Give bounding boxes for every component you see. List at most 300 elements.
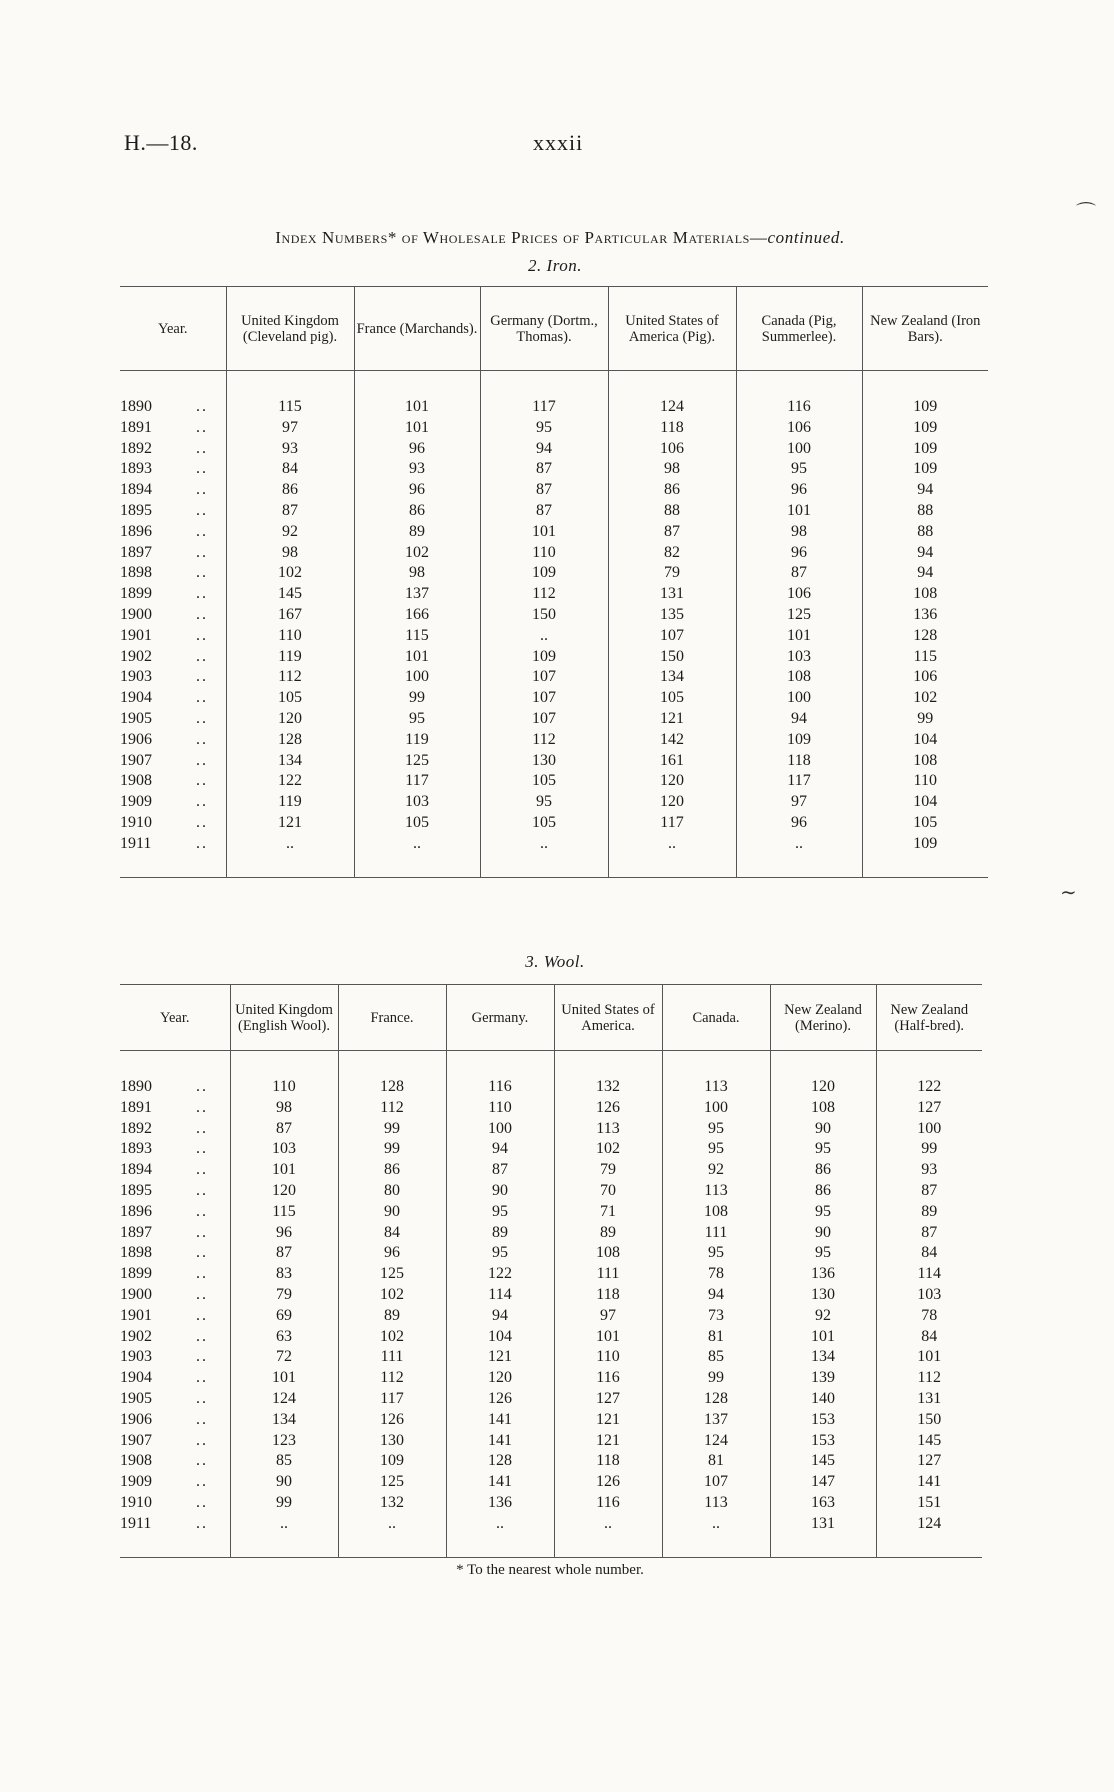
year-label: 1894 bbox=[120, 1161, 152, 1179]
index-value: 105 bbox=[480, 771, 608, 792]
index-value: 90 bbox=[338, 1202, 446, 1223]
index-value: 118 bbox=[608, 418, 736, 439]
year-label: 1893 bbox=[120, 460, 152, 478]
table-row bbox=[120, 1368, 982, 1389]
index-value: 125 bbox=[338, 1472, 446, 1493]
year-label: 1898 bbox=[120, 564, 152, 582]
index-value: 94 bbox=[446, 1306, 554, 1327]
index-value: 90 bbox=[230, 1472, 338, 1493]
index-value: 112 bbox=[226, 667, 354, 688]
index-value: 112 bbox=[338, 1098, 446, 1119]
year-label: 1894 bbox=[120, 481, 152, 499]
year-cell bbox=[120, 1451, 230, 1472]
leader-dots: .. bbox=[196, 1244, 208, 1262]
index-value: 123 bbox=[230, 1431, 338, 1452]
year-label: 1899 bbox=[120, 1265, 152, 1283]
year-label: 1910 bbox=[120, 1493, 152, 1511]
year-cell bbox=[120, 418, 226, 439]
table-row bbox=[120, 522, 988, 543]
index-value: 150 bbox=[876, 1410, 982, 1431]
index-value: 101 bbox=[736, 626, 862, 647]
wool-header-1: United Kingdom (English Wool). bbox=[230, 985, 338, 1051]
index-value: 105 bbox=[608, 688, 736, 709]
index-value: 105 bbox=[862, 813, 988, 834]
index-value: 82 bbox=[608, 543, 736, 564]
leader-dots: .. bbox=[196, 1265, 208, 1283]
leader-dots: .. bbox=[196, 481, 208, 499]
index-value: 112 bbox=[480, 584, 608, 605]
index-value: 88 bbox=[862, 501, 988, 522]
index-value: 107 bbox=[480, 688, 608, 709]
index-value: 109 bbox=[338, 1451, 446, 1472]
index-value: 80 bbox=[338, 1181, 446, 1202]
margin-tick-icon: ∼ bbox=[1060, 882, 1077, 904]
year-label: 1900 bbox=[120, 605, 152, 623]
table-row bbox=[120, 1119, 982, 1140]
table-row bbox=[120, 501, 988, 522]
year-label: 1898 bbox=[120, 1244, 152, 1262]
table-row bbox=[120, 459, 988, 480]
index-value: 105 bbox=[226, 688, 354, 709]
index-value: 96 bbox=[354, 480, 480, 501]
index-value: .. bbox=[230, 1514, 338, 1535]
index-value: 84 bbox=[226, 459, 354, 480]
index-value: 99 bbox=[230, 1493, 338, 1514]
margin-mark-icon: ⌒ bbox=[1076, 202, 1096, 224]
leader-dots: .. bbox=[196, 1223, 208, 1241]
table-row bbox=[120, 1306, 982, 1327]
year-label: 1899 bbox=[120, 585, 152, 603]
index-value: 142 bbox=[608, 730, 736, 751]
table-row bbox=[120, 1243, 982, 1264]
leader-dots: .. bbox=[196, 1410, 208, 1428]
index-value: 116 bbox=[446, 1077, 554, 1098]
index-value: 119 bbox=[226, 647, 354, 668]
index-value: 94 bbox=[662, 1285, 770, 1306]
leader-dots: .. bbox=[196, 1473, 208, 1491]
year-cell bbox=[120, 1493, 230, 1514]
index-value: 161 bbox=[608, 751, 736, 772]
index-value: 124 bbox=[876, 1514, 982, 1535]
index-value: 107 bbox=[608, 626, 736, 647]
index-value: .. bbox=[338, 1514, 446, 1535]
year-cell bbox=[120, 1202, 230, 1223]
leader-dots: .. bbox=[196, 1389, 208, 1407]
table-row bbox=[120, 792, 988, 813]
index-value: 141 bbox=[876, 1472, 982, 1493]
table-row bbox=[120, 1410, 982, 1431]
table-row bbox=[120, 1098, 982, 1119]
year-cell bbox=[120, 397, 226, 418]
table-row bbox=[120, 397, 988, 418]
index-value: 114 bbox=[876, 1264, 982, 1285]
year-label: 1902 bbox=[120, 647, 152, 665]
index-value: 108 bbox=[554, 1243, 662, 1264]
year-cell bbox=[120, 1264, 230, 1285]
year-label: 1908 bbox=[120, 772, 152, 790]
index-value: 120 bbox=[770, 1077, 876, 1098]
index-value: 107 bbox=[480, 709, 608, 730]
index-value: 63 bbox=[230, 1327, 338, 1348]
index-value: 87 bbox=[876, 1181, 982, 1202]
index-value: 99 bbox=[662, 1368, 770, 1389]
index-value: 108 bbox=[770, 1098, 876, 1119]
index-value: 131 bbox=[608, 584, 736, 605]
year-cell bbox=[120, 1077, 230, 1098]
index-value: 130 bbox=[770, 1285, 876, 1306]
index-value: 111 bbox=[338, 1347, 446, 1368]
year-label: 1910 bbox=[120, 813, 152, 831]
index-value: 99 bbox=[354, 688, 480, 709]
table-row bbox=[120, 605, 988, 626]
wool-header-0: Year. bbox=[120, 985, 230, 1051]
index-value: 147 bbox=[770, 1472, 876, 1493]
year-label: 1897 bbox=[120, 543, 152, 561]
index-value: 122 bbox=[226, 771, 354, 792]
table-row bbox=[120, 543, 988, 564]
leader-dots: .. bbox=[196, 1369, 208, 1387]
index-value: 95 bbox=[662, 1119, 770, 1140]
index-value: 94 bbox=[862, 543, 988, 564]
index-value: 102 bbox=[338, 1327, 446, 1348]
year-label: 1892 bbox=[120, 439, 152, 457]
leader-dots: .. bbox=[196, 1452, 208, 1470]
leader-dots: .. bbox=[196, 647, 208, 665]
year-label: 1901 bbox=[120, 626, 152, 644]
index-value: 108 bbox=[662, 1202, 770, 1223]
index-value: 150 bbox=[480, 605, 608, 626]
title-continued: continued. bbox=[767, 228, 845, 247]
year-label: 1903 bbox=[120, 668, 152, 686]
index-value: 88 bbox=[862, 522, 988, 543]
index-value: 150 bbox=[608, 647, 736, 668]
index-value: 99 bbox=[862, 709, 988, 730]
index-value: 139 bbox=[770, 1368, 876, 1389]
index-value: 108 bbox=[736, 667, 862, 688]
index-value: 104 bbox=[446, 1327, 554, 1348]
index-value: 89 bbox=[554, 1223, 662, 1244]
year-label: 1905 bbox=[120, 709, 152, 727]
leader-dots: .. bbox=[196, 1161, 208, 1179]
index-value: 127 bbox=[876, 1451, 982, 1472]
year-cell bbox=[120, 1181, 230, 1202]
index-value: 112 bbox=[480, 730, 608, 751]
index-value: 84 bbox=[338, 1223, 446, 1244]
index-value: 114 bbox=[446, 1285, 554, 1306]
table-spacer bbox=[120, 855, 988, 878]
index-value: 134 bbox=[226, 751, 354, 772]
table-spacer bbox=[120, 371, 988, 398]
index-value: 87 bbox=[230, 1119, 338, 1140]
table-row bbox=[120, 667, 988, 688]
index-value: 116 bbox=[554, 1493, 662, 1514]
table-row bbox=[120, 751, 988, 772]
index-value: 100 bbox=[736, 688, 862, 709]
index-value: 121 bbox=[554, 1431, 662, 1452]
index-value: 108 bbox=[862, 584, 988, 605]
index-value: 89 bbox=[354, 522, 480, 543]
leader-dots: .. bbox=[196, 522, 208, 540]
leader-dots: .. bbox=[196, 1327, 208, 1345]
wool-header-4: United States of America. bbox=[554, 985, 662, 1051]
table-row bbox=[120, 771, 988, 792]
index-value: 79 bbox=[554, 1160, 662, 1181]
index-value: 141 bbox=[446, 1410, 554, 1431]
index-value: 110 bbox=[862, 771, 988, 792]
index-value: 87 bbox=[446, 1160, 554, 1181]
index-value: 94 bbox=[446, 1139, 554, 1160]
year-cell bbox=[120, 1243, 230, 1264]
year-cell bbox=[120, 501, 226, 522]
index-value: 131 bbox=[770, 1514, 876, 1535]
table-row bbox=[120, 1077, 982, 1098]
index-value: 122 bbox=[446, 1264, 554, 1285]
title-main: Index Numbers* of Wholesale Prices of Particular Materials— bbox=[275, 228, 768, 247]
leader-dots: .. bbox=[196, 1348, 208, 1366]
index-value: 89 bbox=[446, 1223, 554, 1244]
index-value: 102 bbox=[354, 543, 480, 564]
year-cell bbox=[120, 605, 226, 626]
leader-dots: .. bbox=[196, 439, 208, 457]
year-cell bbox=[120, 1410, 230, 1431]
index-value: 99 bbox=[338, 1139, 446, 1160]
index-value: 95 bbox=[446, 1243, 554, 1264]
index-value: 98 bbox=[354, 563, 480, 584]
index-value: 115 bbox=[862, 647, 988, 668]
table-row bbox=[120, 439, 988, 460]
index-value: 126 bbox=[338, 1410, 446, 1431]
iron-section-title: 2. Iron. bbox=[528, 256, 582, 275]
table-row bbox=[120, 1431, 982, 1452]
year-cell bbox=[120, 522, 226, 543]
wool-header-6: New Zealand (Merino). bbox=[770, 985, 876, 1051]
index-value: .. bbox=[446, 1514, 554, 1535]
index-value: 101 bbox=[354, 397, 480, 418]
year-label: 1901 bbox=[120, 1306, 152, 1324]
index-value: 136 bbox=[446, 1493, 554, 1514]
leader-dots: .. bbox=[196, 751, 208, 769]
index-value: 87 bbox=[226, 501, 354, 522]
year-cell bbox=[120, 709, 226, 730]
index-value: 115 bbox=[230, 1202, 338, 1223]
year-cell bbox=[120, 1223, 230, 1244]
index-value: .. bbox=[480, 626, 608, 647]
year-label: 1896 bbox=[120, 522, 152, 540]
year-label: 1907 bbox=[120, 751, 152, 769]
index-value: 102 bbox=[862, 688, 988, 709]
index-value: 122 bbox=[876, 1077, 982, 1098]
index-value: 94 bbox=[480, 439, 608, 460]
index-value: 120 bbox=[608, 771, 736, 792]
index-value: 103 bbox=[736, 647, 862, 668]
year-label: 1891 bbox=[120, 418, 152, 436]
leader-dots: .. bbox=[196, 460, 208, 478]
index-value: 128 bbox=[338, 1077, 446, 1098]
leader-dots: .. bbox=[196, 585, 208, 603]
table-row bbox=[120, 834, 988, 855]
index-value: 119 bbox=[354, 730, 480, 751]
index-value: 106 bbox=[862, 667, 988, 688]
index-value: 137 bbox=[662, 1410, 770, 1431]
index-value: 100 bbox=[662, 1098, 770, 1119]
index-value: 86 bbox=[226, 480, 354, 501]
index-value: 90 bbox=[446, 1181, 554, 1202]
year-cell bbox=[120, 1306, 230, 1327]
leader-dots: .. bbox=[196, 418, 208, 436]
leader-dots: .. bbox=[196, 1285, 208, 1303]
year-label: 1897 bbox=[120, 1223, 152, 1241]
index-value: 105 bbox=[354, 813, 480, 834]
index-value: 130 bbox=[480, 751, 608, 772]
index-value: 115 bbox=[226, 397, 354, 418]
index-value: .. bbox=[554, 1514, 662, 1535]
index-value: 118 bbox=[554, 1285, 662, 1306]
table-row bbox=[120, 1389, 982, 1410]
page-reference: H.—18. bbox=[124, 130, 198, 155]
index-value: 98 bbox=[736, 522, 862, 543]
year-cell bbox=[120, 1160, 230, 1181]
index-value: 135 bbox=[608, 605, 736, 626]
year-label: 1896 bbox=[120, 1202, 152, 1220]
index-value: 124 bbox=[662, 1431, 770, 1452]
year-label: 1907 bbox=[120, 1431, 152, 1449]
iron-price-table bbox=[120, 286, 988, 878]
index-value: 118 bbox=[736, 751, 862, 772]
year-label: 1890 bbox=[120, 1078, 152, 1095]
index-value: 120 bbox=[446, 1368, 554, 1389]
leader-dots: .. bbox=[196, 813, 208, 831]
index-value: 127 bbox=[876, 1098, 982, 1119]
index-value: 128 bbox=[862, 626, 988, 647]
index-value: 95 bbox=[736, 459, 862, 480]
index-value: 113 bbox=[662, 1493, 770, 1514]
index-value: 101 bbox=[770, 1327, 876, 1348]
year-label: 1906 bbox=[120, 1410, 152, 1428]
iron-header-6: New Zealand (Iron Bars). bbox=[862, 287, 988, 371]
year-label: 1905 bbox=[120, 1389, 152, 1407]
year-label: 1900 bbox=[120, 1285, 152, 1303]
index-value: 110 bbox=[480, 543, 608, 564]
index-value: 132 bbox=[338, 1493, 446, 1514]
index-value: 126 bbox=[554, 1472, 662, 1493]
index-value: 87 bbox=[736, 563, 862, 584]
index-value: 97 bbox=[554, 1306, 662, 1327]
table-row bbox=[120, 480, 988, 501]
leader-dots: .. bbox=[196, 398, 208, 415]
table-row bbox=[120, 1202, 982, 1223]
index-value: 101 bbox=[230, 1160, 338, 1181]
table-row bbox=[120, 1139, 982, 1160]
wool-header-2: France. bbox=[338, 985, 446, 1051]
index-value: 102 bbox=[338, 1285, 446, 1306]
index-value: 96 bbox=[736, 813, 862, 834]
index-value: 109 bbox=[480, 563, 608, 584]
table-row bbox=[120, 1493, 982, 1514]
year-cell bbox=[120, 1368, 230, 1389]
index-value: 98 bbox=[230, 1098, 338, 1119]
index-value: 96 bbox=[230, 1223, 338, 1244]
year-cell bbox=[120, 563, 226, 584]
index-value: 107 bbox=[480, 667, 608, 688]
year-label: 1890 bbox=[120, 398, 152, 415]
index-value: 121 bbox=[446, 1347, 554, 1368]
index-value: 87 bbox=[876, 1223, 982, 1244]
index-value: 71 bbox=[554, 1202, 662, 1223]
index-value: 79 bbox=[608, 563, 736, 584]
iron-header-4: United States of America (Pig). bbox=[608, 287, 736, 371]
leader-dots: .. bbox=[196, 626, 208, 644]
index-value: 86 bbox=[770, 1160, 876, 1181]
index-value: 109 bbox=[862, 439, 988, 460]
year-cell bbox=[120, 1098, 230, 1119]
index-value: 125 bbox=[338, 1264, 446, 1285]
index-value: 112 bbox=[338, 1368, 446, 1389]
year-cell bbox=[120, 1389, 230, 1410]
index-value: 109 bbox=[862, 418, 988, 439]
index-value: 103 bbox=[230, 1139, 338, 1160]
index-value: 101 bbox=[876, 1347, 982, 1368]
index-value: 110 bbox=[554, 1347, 662, 1368]
index-value: 94 bbox=[736, 709, 862, 730]
iron-header-2: France (Marchands). bbox=[354, 287, 480, 371]
index-value: 83 bbox=[230, 1264, 338, 1285]
index-value: 105 bbox=[480, 813, 608, 834]
index-value: 128 bbox=[446, 1451, 554, 1472]
table-row bbox=[120, 418, 988, 439]
index-value: 92 bbox=[770, 1306, 876, 1327]
wool-section-title: 3. Wool. bbox=[525, 952, 585, 971]
index-value: 87 bbox=[608, 522, 736, 543]
index-value: 95 bbox=[770, 1243, 876, 1264]
index-value: 95 bbox=[770, 1202, 876, 1223]
table-row bbox=[120, 647, 988, 668]
year-cell bbox=[120, 667, 226, 688]
index-value: 100 bbox=[354, 667, 480, 688]
index-value: 109 bbox=[862, 397, 988, 418]
index-value: 110 bbox=[230, 1077, 338, 1098]
index-value: 106 bbox=[736, 584, 862, 605]
year-label: 1895 bbox=[120, 501, 152, 519]
leader-dots: .. bbox=[196, 1098, 208, 1116]
iron-header-3: Germany (Dortm., Thomas). bbox=[480, 287, 608, 371]
index-value: 87 bbox=[480, 501, 608, 522]
index-value: .. bbox=[736, 834, 862, 855]
table-row bbox=[120, 1327, 982, 1348]
index-value: 131 bbox=[876, 1389, 982, 1410]
year-cell bbox=[120, 792, 226, 813]
year-label: 1904 bbox=[120, 1369, 152, 1387]
index-value: 98 bbox=[226, 543, 354, 564]
index-value: 98 bbox=[608, 459, 736, 480]
index-value: 93 bbox=[226, 439, 354, 460]
index-value: 92 bbox=[662, 1160, 770, 1181]
index-value: 73 bbox=[662, 1306, 770, 1327]
year-label: 1892 bbox=[120, 1119, 152, 1137]
index-value: 87 bbox=[480, 459, 608, 480]
index-value: 134 bbox=[770, 1347, 876, 1368]
table-row bbox=[120, 709, 988, 730]
index-value: 167 bbox=[226, 605, 354, 626]
index-value: 125 bbox=[736, 605, 862, 626]
index-value: 110 bbox=[446, 1098, 554, 1119]
index-value: 95 bbox=[480, 792, 608, 813]
index-value: 120 bbox=[608, 792, 736, 813]
leader-dots: .. bbox=[196, 689, 208, 707]
index-value: 79 bbox=[230, 1285, 338, 1306]
wool-header-5: Canada. bbox=[662, 985, 770, 1051]
leader-dots: .. bbox=[196, 1202, 208, 1220]
year-cell bbox=[120, 834, 226, 855]
